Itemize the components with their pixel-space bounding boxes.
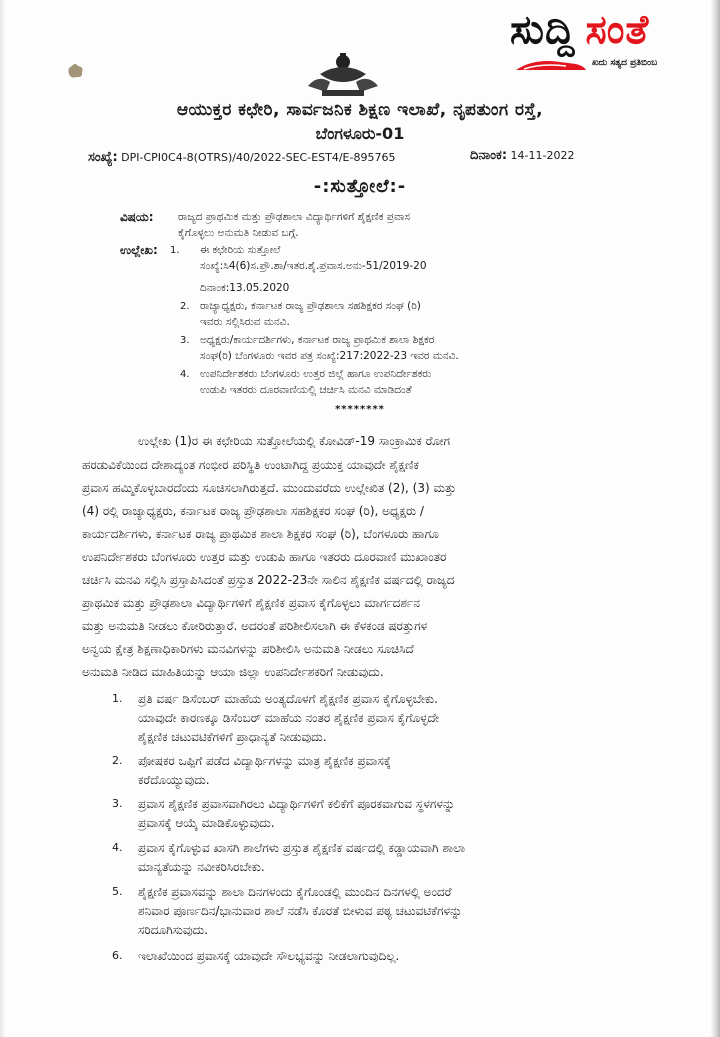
body-line: ಪ್ರವಾಸ ಹಮ್ಮಿಕೊಳ್ಳಬಾರದೆಂದು ಸೂಚಿಸಲಾಗಿರುತ್ತದೆ. ಮುಂದುವರೆದು ಉಲ್ಲೇಖಿತ (2), (3) ಮತ್ತು <box>82 481 457 495</box>
condition-3-line-2: ಪ್ರವಾಸಕ್ಕೆ ಆಯ್ಕೆ ಮಾಡಿಕೊಳ್ಳುವುದು. <box>138 816 275 830</box>
reference-number: 2. <box>180 301 190 312</box>
body-line: ಪ್ರಾಥಮಿಕ ಮತ್ತು ಪ್ರೌಢಶಾಲಾ ವಿದ್ಯಾರ್ಥಿಗಳಿಗೆ ಶೈಕ್ಷಣಿಕ ಪ್ರವಾಸ ಕೈಗೊಳ್ಳಲು ಮಾರ್ಗದರ್ಶನ <box>82 596 420 610</box>
references-label: ಉಲ್ಲೇಖ: <box>120 243 158 257</box>
reference-3-line-2: ಸಂಘ(ರಿ) ಬೆಂಗಳೂರು ಇವರ ಪತ್ರ ಸಂಖ್ಯೆ:217:2022-23 ಇವರ ಮನವಿ. <box>200 350 459 362</box>
condition-number: 1. <box>112 692 123 705</box>
condition-5-line-3: ಸರಿದೂಗಿಸುವುದು. <box>138 923 209 937</box>
scan-shadow-left <box>0 0 6 1037</box>
condition-5-line-2: ಶನಿವಾರ ಪೂರ್ಣದಿನ/ಭಾನುವಾರ ಶಾಲೆ ನಡೆಸಿ ಕೊರತೆ ಬೀಳುವ ಪಠ್ಯ ಚಟುವಟಿಕೆಗಳನ್ನು <box>138 904 463 918</box>
reference-3-line-1: ಅಧ್ಯಕ್ಷರು/ಕಾರ್ಯದರ್ಶಿಗಳು, ಕರ್ನಾಟಕ ರಾಜ್ಯ ಪ್ರಾಥಮಿಕ ಶಾಲಾ ಶಿಕ್ಷಕರ <box>200 334 435 346</box>
reference-1-line-1: ಈ ಕಛೇರಿಯ ಸುತ್ತೋಲೆ <box>200 244 281 256</box>
logo-word-1: ಸುದ್ದಿ <box>510 7 576 53</box>
condition-4-line-2: ಮಾನ್ಯತೆಯನ್ನು ನವೀಕರಿಸಿರಬೇಕು. <box>138 860 265 874</box>
body-line: ಅನ್ವಯ ಕ್ಷೇತ್ರ ಶಿಕ್ಷಣಾಧಿಕಾರಿಗಳು ಮನವಿಗಳನ್ನು ಪರಿಶೀಲಿಸಿ ಅನುಮತಿ ನೀಡಲು ಸೂಚಿಸಿದೆ <box>82 642 414 656</box>
ref-label: ಸಂಖ್ಯೆ: <box>88 150 118 165</box>
logo-word-2: ಸಂತೆ <box>585 7 650 53</box>
government-emblem-icon <box>300 52 386 100</box>
office-address-line-1: ಆಯುಕ್ತರ ಕಛೇರಿ, ಸಾರ್ವಜನಿಕ ಶಿಕ್ಷಣ ಇಲಾಖೆ, ನೃಪತುಂಗ ರಸ್ತೆ, <box>176 100 544 120</box>
body-line: ಹರಡುವಿಕೆಯಿಂದ ದೇಶಾದ್ಯಂತ ಗಂಭೀರ ಪರಿಸ್ಥಿತಿ ಉಂಟಾಗಿದ್ದ ಪ್ರಯುಕ್ತ ಯಾವುದೇ ಶೈಕ್ಷಣಿಕ <box>82 458 419 472</box>
date-label: ದಿನಾಂಕ: <box>470 148 508 163</box>
reference-number: 1. <box>170 245 180 256</box>
ref-number: DPI-CPI0C4-8(OTRS)/40/2022-SEC-EST4/E-895765 <box>121 151 396 164</box>
body-line: ಅನುಮತಿ ನೀಡಿದ ಮಾಹಿತಿಯನ್ನು ಆಯಾ ಜಿಲ್ಲಾ ಉಪನಿರ್ದೇಶಕರಿಗೆ ನೀಡುವುದು. <box>82 665 384 679</box>
reference-4-line-2: ಉಡುಪಿ ಇತರರು ದೂರವಾಣಿಯಲ್ಲಿ ಚರ್ಚಿಸಿ ಮನವಿ ಮಾಡಿದಂತೆ <box>200 384 412 396</box>
body-line: ಚರ್ಚಿಸಿ ಮನವಿ ಸಲ್ಲಿಸಿ ಪ್ರಸ್ತಾಪಿಸಿದಂತೆ ಪ್ರಸ್ತುತ 2022-23ನೇ ಸಾಲಿನ ಶೈಕ್ಷಣಿಕ ವರ್ಷದಲ್ಲಿ ರಾಜ್ಯದ <box>82 573 455 587</box>
condition-number: 6. <box>112 949 123 962</box>
subject-label: ವಿಷಯ: <box>120 210 154 224</box>
office-address-line-2: ಬೆಂಗಳೂರು-01 <box>315 124 405 143</box>
scan-shadow-right <box>710 0 720 1037</box>
logo-tagline: ಖದು ಸತ್ಯದ ಪ್ರತಿಬಿಂಬ <box>592 58 658 68</box>
body-line: ಉಪನಿರ್ದೇಶಕರು ಬೆಂಗಳೂರು ಉತ್ತರ ಮತ್ತು ಉಡುಪಿ ಹಾಗೂ ಇತರರು ದೂರವಾಣಿ ಮುಖಾಂತರ <box>82 550 447 564</box>
body-line: ಉಲ್ಲೇಖ (1)ರ ಈ ಕಛೇರಿಯ ಸುತ್ತೋಲೆಯಲ್ಲಿ ಕೋವಿಡ್-19 ಸಾಂಕ್ರಾಮಿಕ ರೋಗ <box>138 434 451 448</box>
condition-3-line-1: ಪ್ರವಾಸ ಶೈಕ್ಷಣಿಕ ಪ್ರವಾಸವಾಗಿರಲು ವಿದ್ಯಾರ್ಥಿಗಳಿಗೆ ಕಲಿಕೆಗೆ ಪೂರಕವಾಗುವ ಸ್ಥಳಗಳನ್ನು <box>138 797 455 811</box>
suddi-sante-logo <box>510 6 715 78</box>
car-swoosh-icon <box>514 54 588 74</box>
condition-1-line-1: ಪ್ರತಿ ವರ್ಷ ಡಿಸೆಂಬರ್ ಮಾಹೆಯ ಅಂತ್ಯದೊಳಗೆ ಶೈಕ್ಷಣಿಕ ಪ್ರವಾಸ ಕೈಗೊಳ್ಳಬೇಕು. <box>138 692 438 706</box>
reference-number: 4. <box>180 369 190 380</box>
condition-2-line-1: ಪೋಷಕರ ಒಪ್ಪಿಗೆ ಪಡೆದ ವಿದ್ಯಾರ್ಥಿಗಳನ್ನು ಮಾತ್ರ ಶೈಕ್ಷಣಿಕ ಪ್ರವಾಸಕ್ಕೆ <box>138 754 391 768</box>
condition-2-line-2: ಕರೆದೊಯ್ಯುವುದು. <box>138 773 210 787</box>
condition-5-line-1: ಶೈಕ್ಷಣಿಕ ಪ್ರವಾಸವನ್ನು ಶಾಲಾ ದಿನಗಳಂದು ಕೈಗೊಂಡಲ್ಲಿ ಮುಂದಿನ ದಿನಗಳಲ್ಲಿ ಅಂದರೆ <box>138 885 452 899</box>
circular-title: -:ಸುತ್ತೋಲೆ:- <box>313 176 407 197</box>
section-separator: ******** <box>335 404 385 415</box>
date-value: 14-11-2022 <box>510 149 575 162</box>
body-line: ಮತ್ತು ಅನುಮತಿ ನೀಡಲು ಕೋರಿರುತ್ತಾರೆ. ಅದರಂತೆ ಪರಿಶೀಲಿಸಲಾಗಿ ಈ ಕೆಳಕಂಡ ಷರತ್ತುಗಳ <box>82 619 428 633</box>
condition-6-line-1: ಇಲಾಖೆಯಿಂದ ಪ್ರವಾಸಕ್ಕೆ ಯಾವುದೇ ಸೌಲಭ್ಯವನ್ನು ನೀಡಲಾಗುವುದಿಲ್ಲ. <box>138 949 400 963</box>
condition-number: 2. <box>112 754 123 767</box>
reference-number: 3. <box>180 335 190 346</box>
reference-1-line-2: ಸಂಖ್ಯೆ:ಸಿ4(6)ಸ.ಪ್ರೌ.ಶಾ/ಇತರ.ಶೈ.ಪ್ರವಾಸ.ಅನು-51/2019-20 <box>200 260 427 272</box>
reference-number-line <box>88 150 395 165</box>
reference-1-line-3: ದಿನಾಂಕ:13.05.2020 <box>200 282 290 294</box>
subject-line-1: ರಾಜ್ಯದ ಪ್ರಾಥಮಿಕ ಮತ್ತು ಪ್ರೌಢಶಾಲಾ ವಿದ್ಯಾರ್ಥಿಗಳಿಗೆ ಶೈಕ್ಷಣಿಕ ಪ್ರವಾಸ <box>178 211 410 223</box>
condition-number: 4. <box>112 841 123 854</box>
reference-2-line-1: ರಾಜ್ಯಾಧ್ಯಕ್ಷರು, ಕರ್ನಾಟಕ ರಾಜ್ಯ ಪ್ರೌಢಶಾಲಾ ಸಹಶಿಕ್ಷಕರ ಸಂಘ (ರಿ) <box>200 300 421 312</box>
logo-wordmark <box>510 6 649 54</box>
body-line: ಕಾರ್ಯದರ್ಶಿಗಳು, ಕರ್ನಾಟಕ ರಾಜ್ಯ ಪ್ರಾಥಮಿಕ ಶಾಲಾ ಶಿಕ್ಷಕರ ಸಂಘ (ರಿ), ಬೆಂಗಳೂರು ಹಾಗೂ <box>82 527 439 541</box>
reference-4-line-1: ಉಪನಿರ್ದೇಶಕರು ಬೆಂಗಳೂರು ಉತ್ತರ ಜಿಲ್ಲೆ ಹಾಗೂ ಉಪನಿರ್ದೇಶಕರು <box>200 368 432 380</box>
reference-2-line-2: ಇವರು ಸಲ್ಲಿಸಿರುವ ಮನವಿ. <box>200 316 290 328</box>
date-line <box>470 148 574 163</box>
condition-number: 5. <box>112 885 123 898</box>
condition-1-line-2: ಯಾವುದೇ ಕಾರಣಕ್ಕೂ ಡಿಸೆಂಬರ್ ಮಾಹೆಯ ನಂತರ ಶೈಕ್ಷಣಿಕ ಪ್ರವಾಸ ಕೈಗೊಳ್ಳದೇ <box>138 711 440 725</box>
condition-number: 3. <box>112 797 123 810</box>
subject-line-2: ಕೈಗೊಳ್ಳಲು ಅನುಮತಿ ನೀಡುವ ಬಗ್ಗೆ. <box>178 227 299 239</box>
body-line: (4) ರಲ್ಲಿ ರಾಜ್ಯಾಧ್ಯಕ್ಷರು, ಕರ್ನಾಟಕ ರಾಜ್ಯ ಪ್ರೌಢಶಾಲಾ ಸಹಶಿಕ್ಷಕರ ಸಂಘ (ರಿ), ಅಧ್ಯಕ್ಷರು / <box>82 504 424 518</box>
condition-1-line-3: ಶೈಕ್ಷಣಿಕ ಚಟುವಟಿಕೆಗಳಿಗೆ ಪ್ರಾಧಾನ್ಯತೆ ನೀಡುವುದು. <box>138 730 327 744</box>
paper-stain-mark <box>66 62 86 80</box>
condition-4-line-1: ಪ್ರವಾಸ ಕೈಗೊಳ್ಳುವ ಖಾಸಗಿ ಶಾಲೆಗಳು ಪ್ರಸ್ತುತ ಶೈಕ್ಷಣಿಕ ವರ್ಷದಲ್ಲಿ ಕಡ್ಡಾಯವಾಗಿ ಶಾಲಾ <box>138 841 466 855</box>
